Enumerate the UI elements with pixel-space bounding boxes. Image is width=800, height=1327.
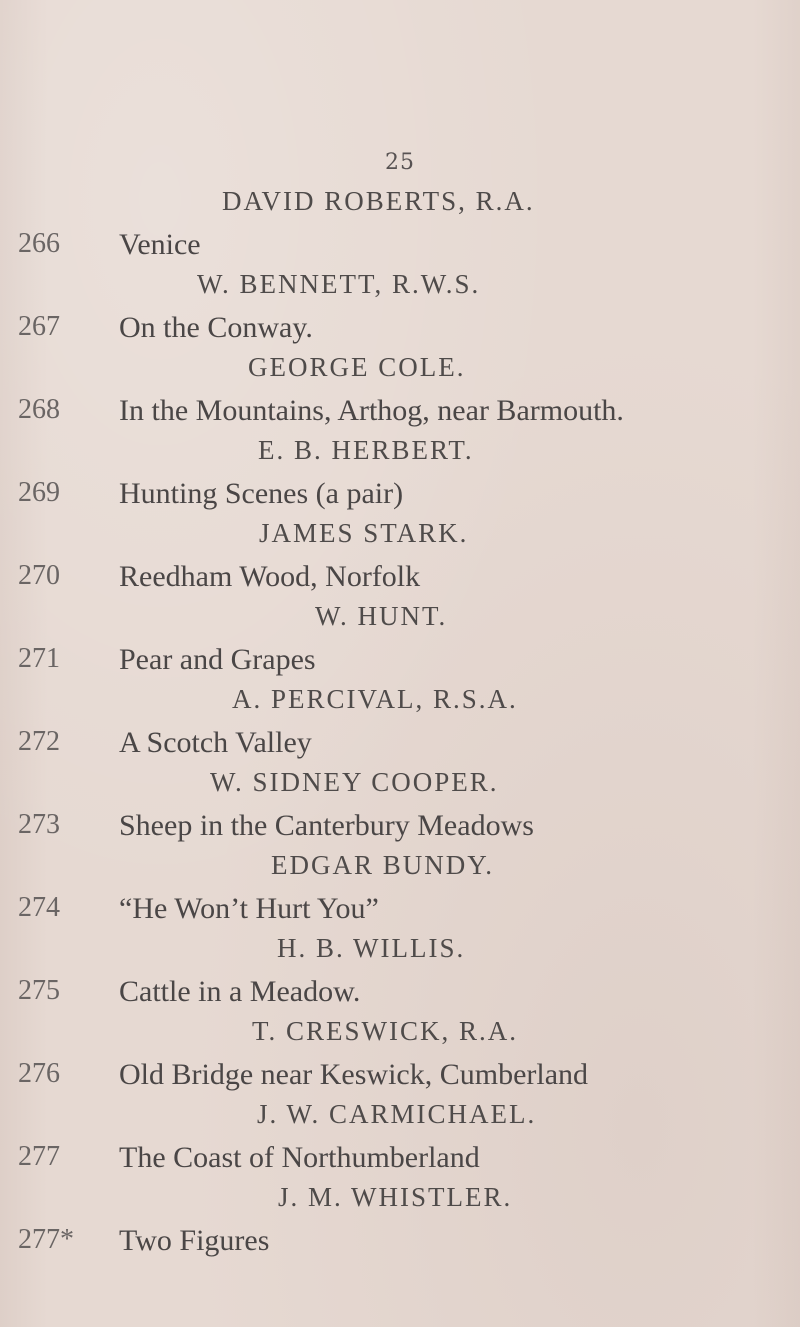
- entry-title: A Scotch Valley: [119, 726, 312, 759]
- artist-name: J. M. WHISTLER.: [278, 1182, 513, 1212]
- catalogue-entry: [0, 1058, 800, 1098]
- entry-number: 266: [18, 228, 60, 259]
- artist-name: W. SIDNEY COOPER.: [210, 767, 499, 797]
- entry-number: 268: [18, 394, 60, 425]
- catalogue-entry: [0, 311, 800, 351]
- catalogue-entry: [0, 394, 800, 434]
- entry-number: 267: [18, 311, 60, 342]
- entry-title: Old Bridge near Keswick, Cumberland: [119, 1058, 589, 1091]
- artist-name: T. CRESWICK, R.A.: [252, 1016, 519, 1046]
- artist-name: A. PERCIVAL, R.S.A.: [232, 684, 518, 714]
- entry-number: 269: [18, 477, 60, 508]
- catalogue-entry: [0, 560, 800, 600]
- entry-number: 277*: [18, 1224, 74, 1255]
- entry-title: Sheep in the Canterbury Meadows: [119, 809, 534, 842]
- artist-name: JAMES STARK.: [259, 518, 469, 548]
- entry-title: Two Figures: [119, 1224, 270, 1257]
- artist-name: W. BENNETT, R.W.S.: [197, 269, 481, 299]
- catalogue-entry: [0, 726, 800, 766]
- entry-title: On the Conway.: [119, 311, 313, 344]
- catalogue-entry: [0, 477, 800, 517]
- entry-number: 270: [18, 560, 60, 591]
- catalogue-entry: [0, 1224, 800, 1264]
- catalogue-entry: [0, 228, 800, 268]
- artist-name: H. B. WILLIS.: [277, 933, 466, 963]
- catalogue-entry: [0, 975, 800, 1015]
- entry-number: 272: [18, 726, 60, 757]
- artist-name: GEORGE COLE.: [248, 352, 466, 382]
- entry-number: 277: [18, 1141, 60, 1172]
- entry-number: 271: [18, 643, 60, 674]
- entry-number: 274: [18, 892, 60, 923]
- entry-title: Reedham Wood, Norfolk: [119, 560, 421, 593]
- entry-number: 275: [18, 975, 60, 1006]
- entry-title: “He Won’t Hurt You”: [119, 892, 379, 925]
- artist-name: W. HUNT.: [315, 601, 448, 631]
- catalogue-entry: [0, 643, 800, 683]
- entry-title: Pear and Grapes: [119, 643, 316, 676]
- entry-number: 276: [18, 1058, 60, 1089]
- artist-name: DAVID ROBERTS, R.A.: [222, 186, 535, 216]
- entry-title: Hunting Scenes (a pair): [119, 477, 404, 510]
- catalogue-entry: [0, 892, 800, 932]
- artist-name: EDGAR BUNDY.: [271, 850, 495, 880]
- catalogue-entry: [0, 809, 800, 849]
- artist-name: J. W. CARMICHAEL.: [257, 1099, 537, 1129]
- page-number: 25: [385, 150, 415, 175]
- catalogue-entry: [0, 1141, 800, 1181]
- artist-name: E. B. HERBERT.: [258, 435, 474, 465]
- entry-title: In the Mountains, Arthog, near Barmouth.: [119, 394, 624, 427]
- entry-title: Cattle in a Meadow.: [119, 975, 361, 1008]
- entry-title: Venice: [119, 228, 201, 261]
- entry-number: 273: [18, 809, 60, 840]
- entry-title: The Coast of Northumberland: [119, 1141, 480, 1174]
